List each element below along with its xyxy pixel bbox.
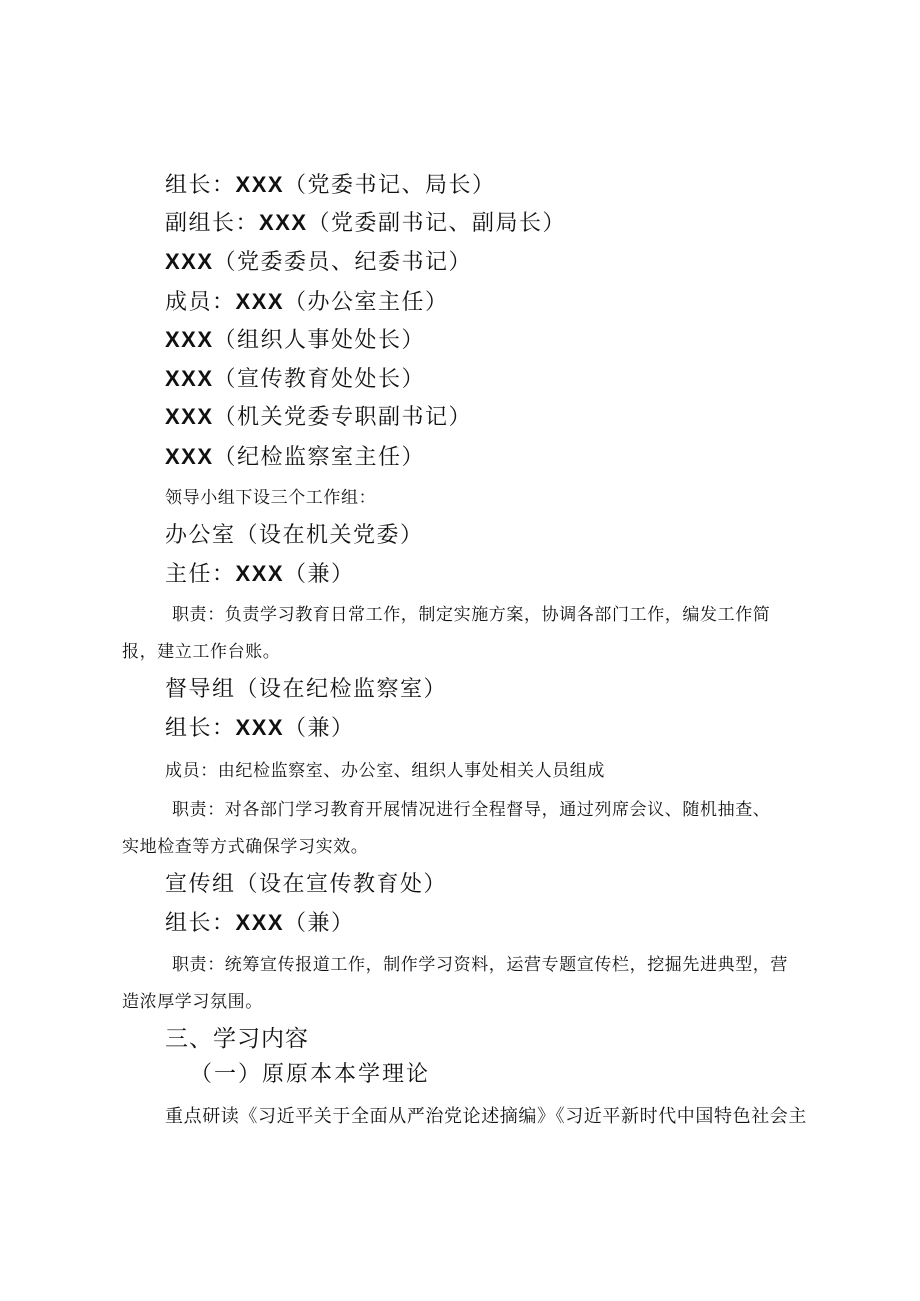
office-duty-line1: 职责：负责学习教育日常工作，制定实施方案，协调各部门工作，编发工作简 bbox=[172, 605, 771, 625]
person-name: XXX bbox=[235, 289, 285, 314]
member2-line bbox=[165, 323, 425, 354]
person-title: （组织人事处处长） bbox=[213, 328, 426, 353]
person-name: XXX bbox=[235, 561, 285, 586]
supervision-head-line bbox=[165, 711, 355, 742]
supervision-duty-line1: 职责：对各部门学习教育开展情况进行全程督导，通过列席会议、随机抽查、 bbox=[172, 800, 771, 820]
role-label: 组长： bbox=[165, 911, 236, 936]
person-name: XXX bbox=[235, 172, 285, 197]
person-title: （办公室主任） bbox=[284, 290, 449, 315]
leader-deputy-line bbox=[165, 206, 566, 237]
person-name: XXX bbox=[165, 366, 214, 391]
office-title: 办公室（设在机关党委） bbox=[165, 523, 424, 548]
office-duty-line2: 报，建立工作台账。 bbox=[122, 642, 281, 662]
member4-line bbox=[165, 400, 472, 431]
supervision-members: 成员：由纪检监察室、办公室、组织人事处相关人员组成 bbox=[165, 761, 605, 781]
person-title: （党委副书记、副局长） bbox=[307, 211, 567, 236]
subsection-heading: （一）原原本本学理论 bbox=[190, 1062, 431, 1087]
member1-line bbox=[165, 285, 449, 316]
role-label: 副组长： bbox=[165, 211, 260, 236]
member5-line bbox=[165, 440, 425, 471]
publicity-title: 宣传组（设在宣传教育处） bbox=[165, 872, 448, 897]
person-note: （兼） bbox=[284, 716, 355, 741]
leader-head-line bbox=[165, 168, 496, 199]
person-name: XXX bbox=[165, 327, 214, 352]
role-label: 成员： bbox=[165, 290, 236, 315]
person-title: （宣传教育处处长） bbox=[213, 367, 426, 392]
section-text-line1: 重点研读《习近平关于全面从严治党论述摘编》《习近平新时代中国特色社会主 bbox=[165, 1106, 807, 1127]
intro-text: 领导小组下设三个工作组： bbox=[165, 488, 377, 508]
role-label: 主任： bbox=[165, 562, 236, 587]
section-heading: 三、学习内容 bbox=[165, 1026, 309, 1052]
role-label: 组长： bbox=[165, 173, 236, 198]
person-name: XXX bbox=[165, 404, 214, 429]
person-name: XXX bbox=[235, 910, 285, 935]
role-label: 组长： bbox=[165, 716, 236, 741]
office-head-line bbox=[165, 557, 355, 588]
leader-deputy2-line bbox=[165, 245, 472, 276]
publicity-duty-line1: 职责：统筹宣传报道工作，制作学习资料，运营专题宣传栏，挖掘先进典型，营 bbox=[172, 955, 788, 975]
person-name: XXX bbox=[235, 715, 285, 740]
person-title: （纪检监察室主任） bbox=[213, 445, 426, 470]
publicity-duty-line2: 造浓厚学习氛围。 bbox=[122, 992, 263, 1012]
person-note: （兼） bbox=[284, 562, 355, 587]
supervision-title: 督导组（设在纪检监察室） bbox=[165, 677, 448, 702]
person-name: XXX bbox=[165, 249, 214, 274]
person-title: （机关党委专职副书记） bbox=[213, 405, 473, 430]
supervision-duty-line2: 实地检查等方式确保学习实效。 bbox=[122, 837, 369, 857]
person-title: （党委委员、纪委书记） bbox=[213, 250, 473, 275]
person-title: （党委书记、局长） bbox=[284, 173, 496, 198]
publicity-head-line bbox=[165, 906, 355, 937]
person-note: （兼） bbox=[284, 911, 355, 936]
person-name: XXX bbox=[165, 444, 214, 469]
person-name: XXX bbox=[259, 210, 308, 235]
member3-line bbox=[165, 362, 425, 393]
